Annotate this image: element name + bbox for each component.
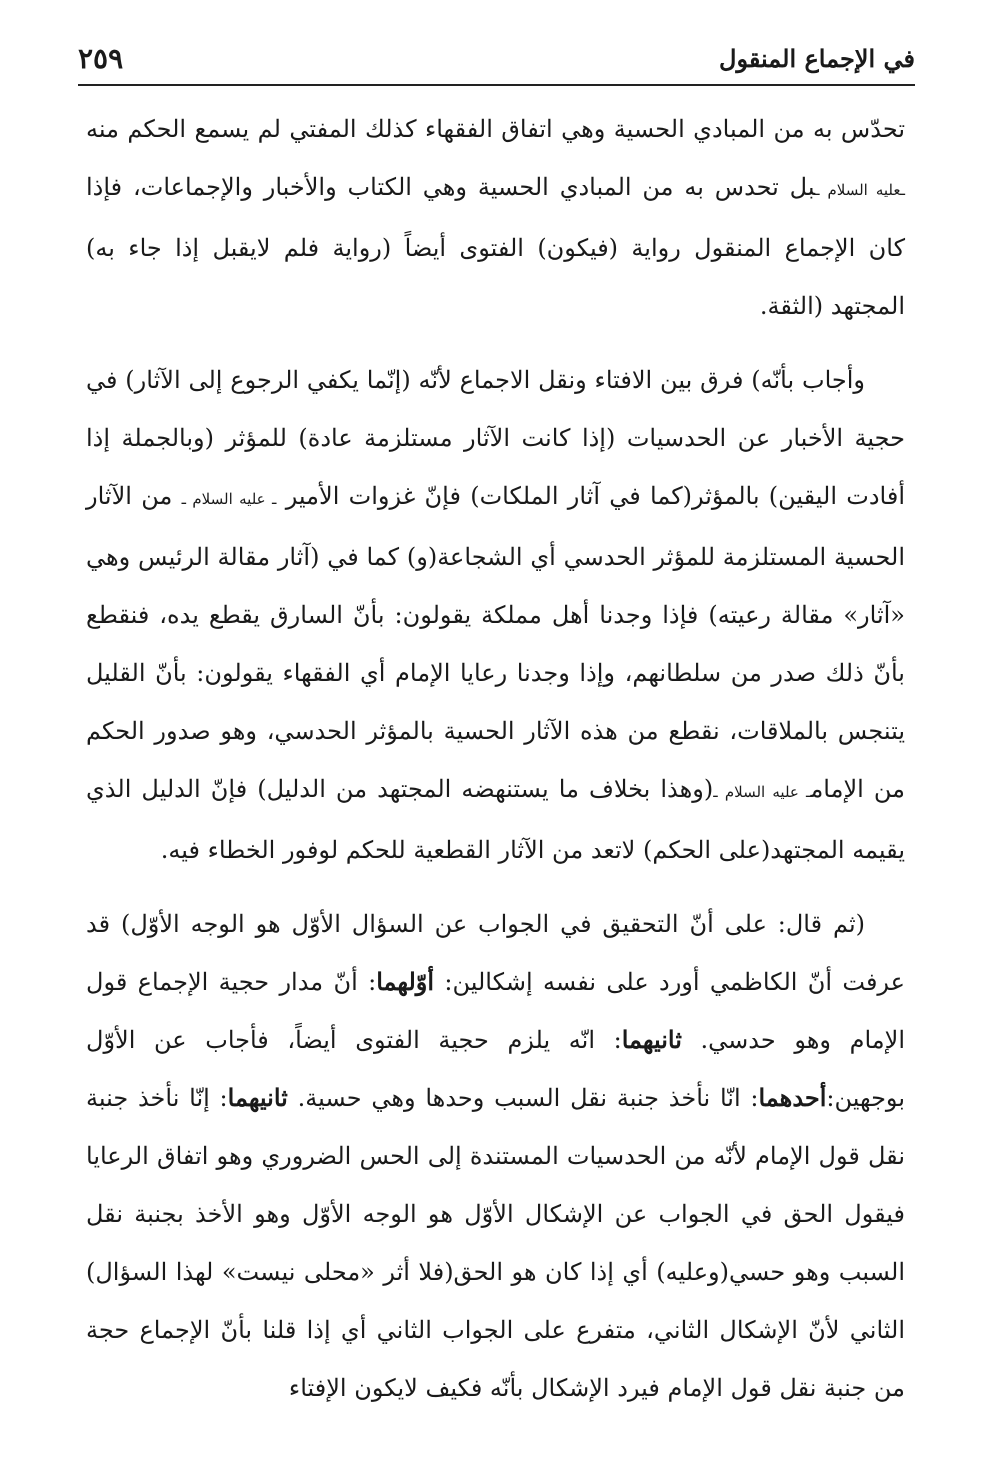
paragraph-3-part-c: : انّه يلزم حجية الفتوى أيضاً، فأجاب عن الأوّل بوجهين: xyxy=(86,1026,905,1112)
paragraph-3-part-b: : أنّ مدار حجية الإجماع قول الإمام وهو حدسي. xyxy=(86,968,905,1054)
paragraph-3-part-d: : انّا نأخذ جنبة نقل السبب وحدها وهي حسية. xyxy=(297,1084,759,1112)
running-title: في الإجماع المنقول xyxy=(719,44,915,73)
paragraph-3-part-a: (ثم قال: على أنّ التحقيق في الجواب عن السؤال الأوّل هو الوجه الأوّل) قد عرفت أنّ الكاظمي أورد على نفسه إشكالين: xyxy=(86,910,905,996)
paragraph-2-part-a: وأجاب بأنّه) فرق بين الافتاء ونقل الاجماع لأنّه (إنّما يكفي الرجوع إلى الآثار) في حجية الأخبار عن الحدسيات (إذا كانت الآثار مستلزمة عادة) للمؤثر (وبالجملة إذا أفادت اليقين) بالمؤثر(كما في آثار الملكات) فإنّ غزوات الأمير xyxy=(86,366,905,510)
bold-term: ثانيهما xyxy=(621,1025,682,1054)
paragraph-2-part-b: من الآثار الحسية المستلزمة للمؤثر الحدسي أي الشجاعة(و) كما في (آثار مقالة الرئيس وهي «آثار» مقالة رعيته) فإذا وجدنا أهل مملكة يقولون: بأنّ السارق يقطع يده، فنقطع بأنّ ذلك صدر من سلطانهم، وإذا وجدنا رعايا الإمام أي الفقهاء يقولون: بأنّ القليل يتنجس بالملاقات، نقطع من هذه الآثار الحسية بالمؤثر الحدسي، وهو صدور الحكم من الإمام xyxy=(86,482,906,803)
page-header xyxy=(78,40,915,80)
paragraph-1-line-2b: بل تحدس به من المبادي الحسية وهي الكتاب والأخبار والإجماعات، xyxy=(132,173,816,201)
paragraph-2 xyxy=(86,351,905,879)
paragraph-3-part-e: : إنّا نأخذ جنبة نقل قول الإمام لأنّه من الحدسيات المستندة إلى الحس الضروري وهو اتفاق الرعايا فيقول الحق في الجواب عن الإشكال الأوّل هو الوجه الأوّل وهو الأخذ بجنبة نقل السبب وهو حسي(وعليه) أي إذا كان هو الحق(فلا أثر «محلى نيست» لهذا السؤال) الثاني لأنّ الإشكال الثاني، متفرع على الجواب الثاني أي إذا قلنا بأنّ الإجماع حجة من جنبة نقل قول الإمام فيرد الإشكال بأنّه فكيف لايكون الإفتاء xyxy=(86,1084,905,1402)
paragraph-1-line-1: تحدّس به من المبادي الحسية وهي اتفاق الفقهاء كذلك المفتي لم يسمع الحكم xyxy=(127,115,906,143)
page-body xyxy=(86,100,905,1433)
page-number: ٢٥٩ xyxy=(78,42,124,75)
honorific-phrase: ـعليه السلام ـ xyxy=(815,181,905,199)
honorific-phrase: ـ عليه السلام ـ xyxy=(713,783,811,801)
paragraph-1-line-2a: منه xyxy=(86,115,119,143)
paragraph-1-line-3: فإذا كان الإجماع المنقول رواية (فيكون) الفتوى أيضاً (رواية فلم لايقبل إذا جاء xyxy=(86,173,905,262)
paragraph-2-part-c: (وهذا بخلاف ما يستنهضه المجتهد من الدليل) فإنّ الدليل الذي يقيمه المجتهد(على الحكم) لاتعد من الآثار القطعية للحكم لوفور الخطاء فيه. xyxy=(86,775,905,864)
paragraph-1 xyxy=(86,100,905,335)
header-rule xyxy=(78,84,915,86)
bold-term: أوّلهما xyxy=(376,967,435,996)
honorific-phrase: ـ عليه السلام ـ xyxy=(181,490,277,508)
bold-term: أحدهما xyxy=(758,1083,827,1112)
bold-term: ثانيهما xyxy=(227,1083,288,1112)
paragraph-3 xyxy=(86,895,905,1417)
paragraph-1-line-4: به) المجتهد (الثقة. xyxy=(86,234,905,320)
